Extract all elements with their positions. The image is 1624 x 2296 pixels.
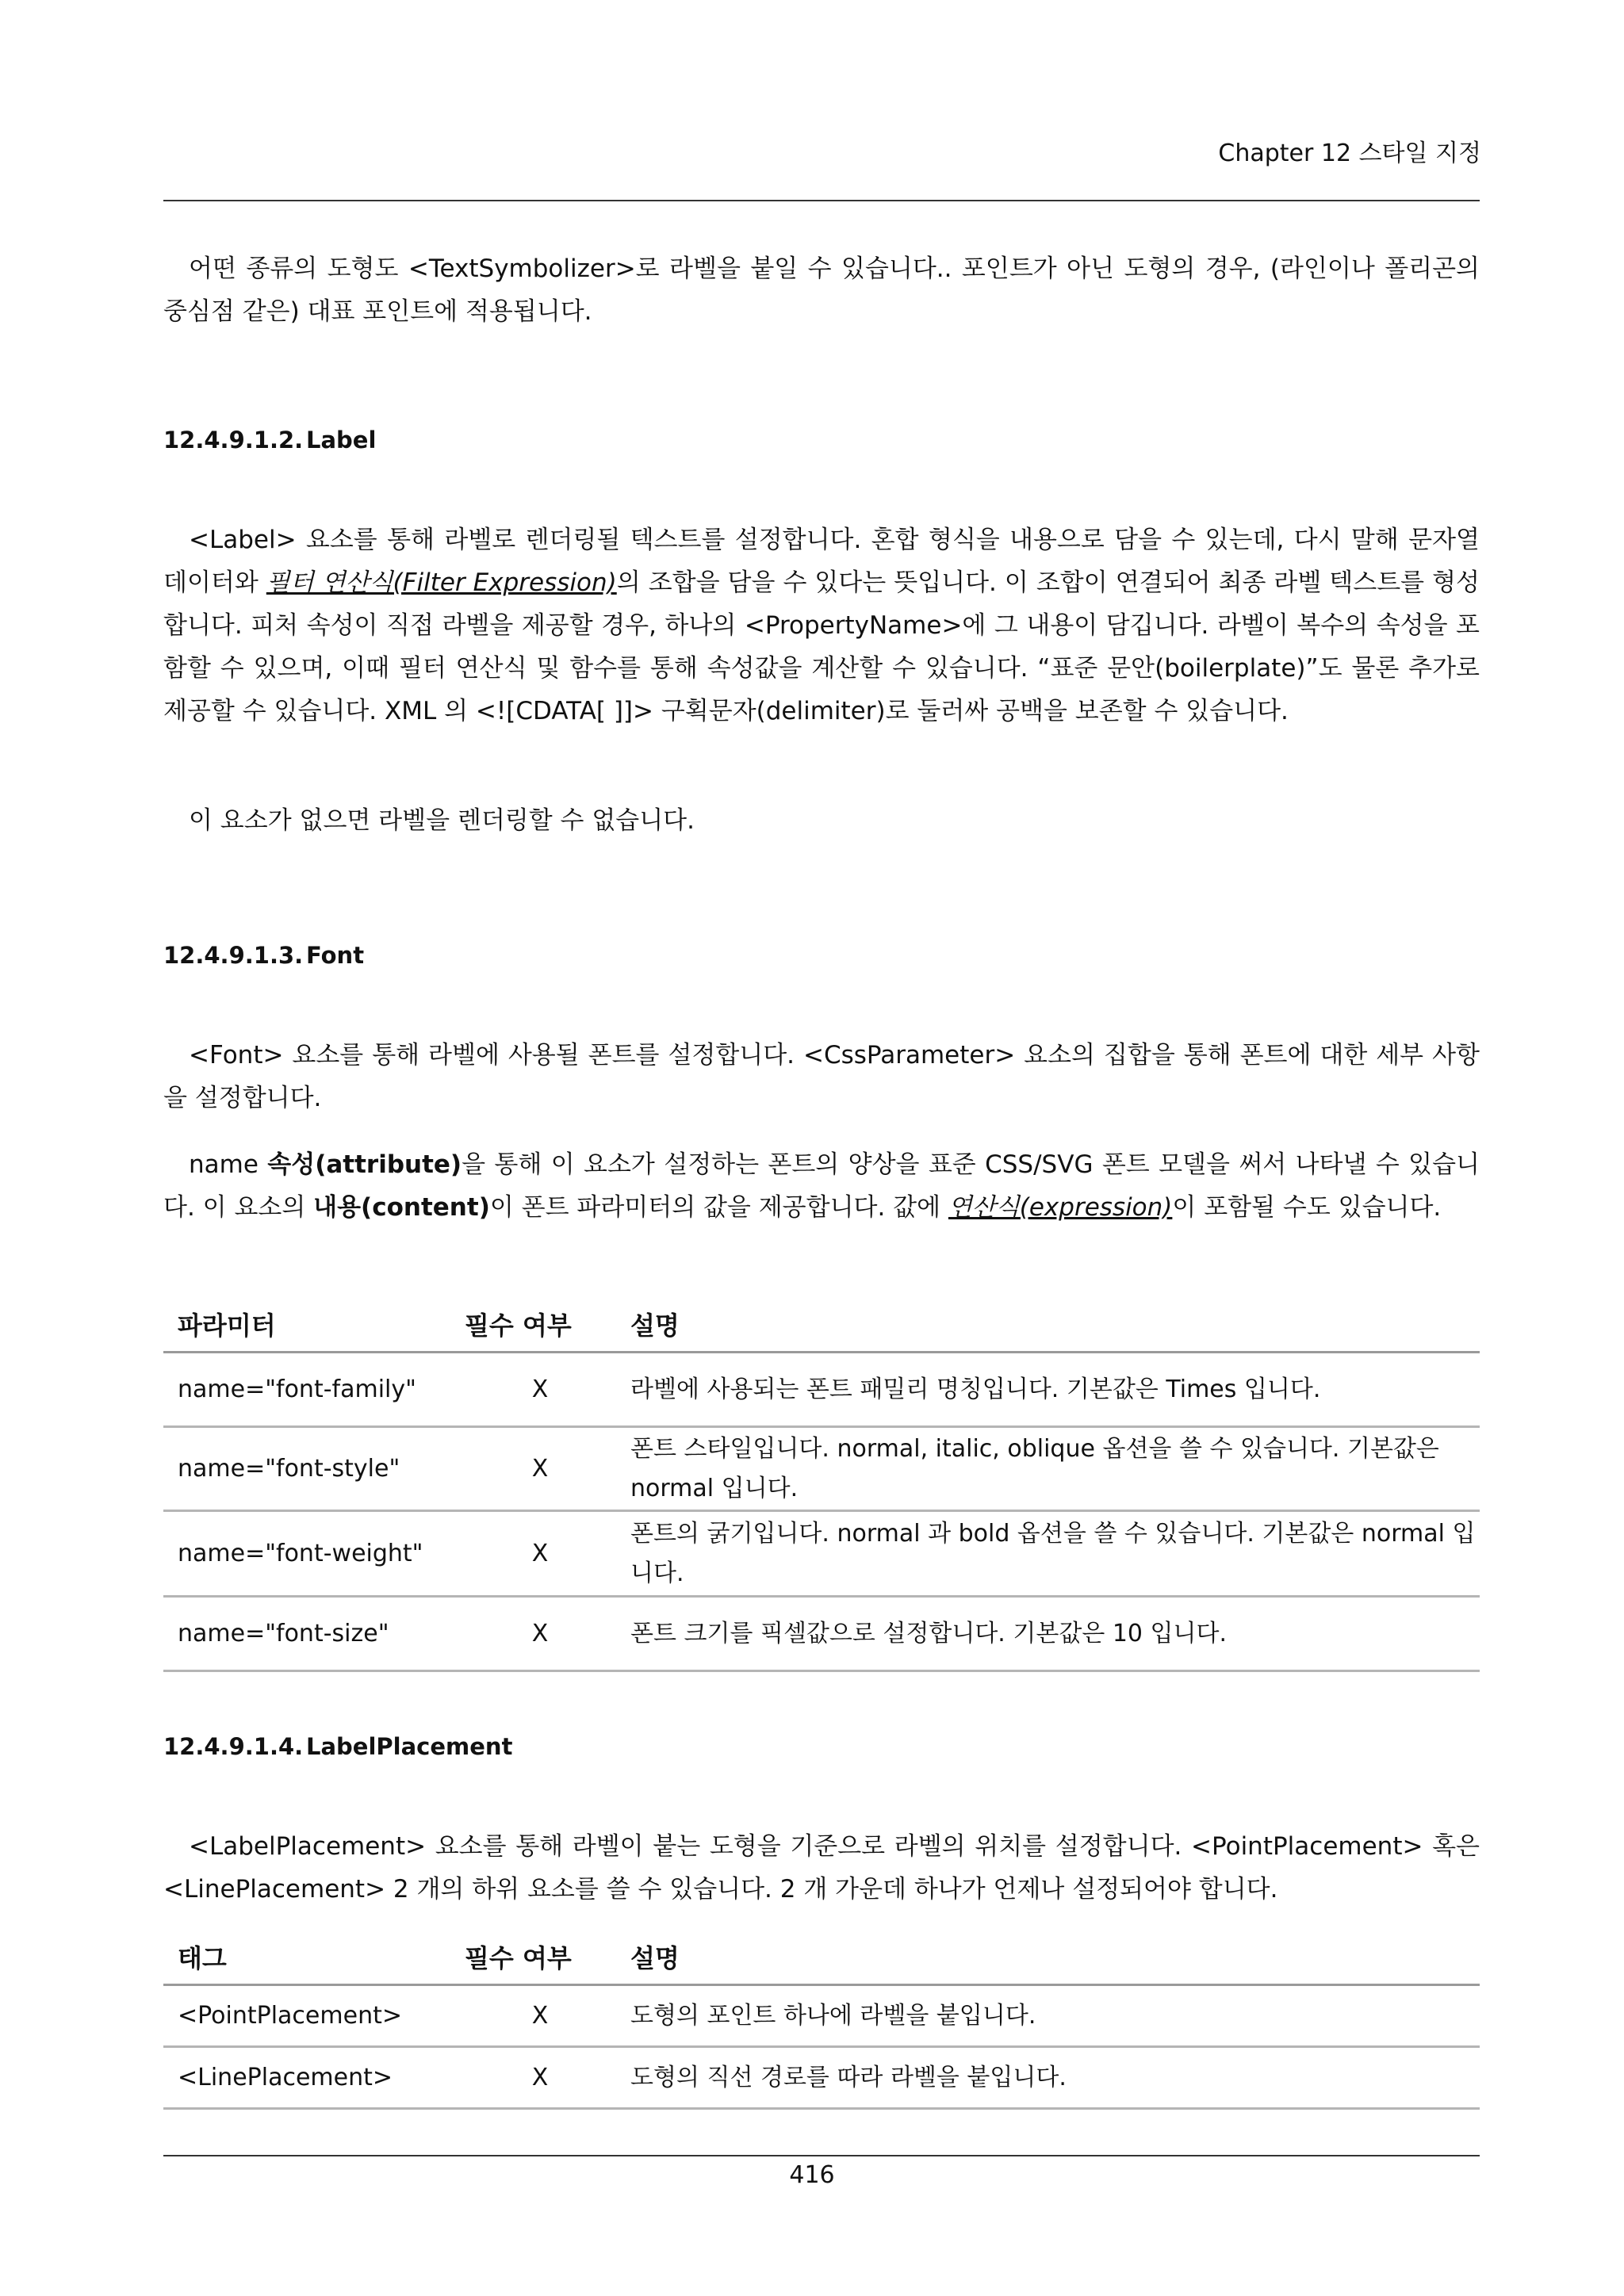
font-paragraph-2	[163, 1143, 1480, 1229]
table-row	[163, 1511, 1480, 1597]
filter-expression-link[interactable]: 필터 연산식(Filter Expression)	[266, 568, 617, 597]
table-header-row	[163, 1930, 1480, 1985]
table-cell: X	[464, 1597, 616, 1671]
font-paragraph-1: <Font> 요소를 통해 라벨에 사용될 폰트를 설정합니다. <CssParameter> 요소의 집합을 통해 폰트에 대한 세부 사항을 설정합니다.	[163, 1041, 1480, 1112]
table-row	[163, 1597, 1480, 1671]
column-header: 설명	[616, 1297, 1480, 1353]
table-row	[163, 1427, 1480, 1511]
table-cell: X	[464, 1427, 616, 1511]
column-header: 필수 여부	[464, 1930, 616, 1985]
text-run: 이 포함될 수도 있습니다.	[1172, 1193, 1442, 1222]
table-cell: 폰트의 굵기입니다. normal 과 bold 옵션을 쓸 수 있습니다. 기본값은 normal 입니다.	[616, 1511, 1480, 1597]
section-heading-labelplacement	[163, 1733, 512, 1760]
bold-term-content: 내용(content)	[313, 1193, 490, 1222]
section-title: LabelPlacement	[306, 1733, 513, 1760]
table-row	[163, 1985, 1480, 2047]
table-cell: name="font-size"	[163, 1597, 464, 1671]
table-row	[163, 2047, 1480, 2109]
table-cell: <PointPlacement>	[163, 1985, 464, 2047]
intro-paragraph: 어떤 종류의 도형도 <TextSymbolizer>로 라벨을 붙일 수 있습니다.. 포인트가 아닌 도형의 경우, (라인이나 폴리곤의 중심점 같은) 대표 포인트에 적용됩니다.	[163, 254, 1480, 326]
table-cell: 도형의 직선 경로를 따라 라벨을 붙입니다.	[616, 2047, 1480, 2109]
table-cell: X	[464, 2047, 616, 2109]
text-run: <Label> 요소를 통해 라벨로 렌더링될 텍스트를 설정합니다. 혼합 형식을 내용으로 담을 수 있는데, 다시 말해 문자열 데이터와	[163, 526, 1480, 597]
text-run: 이 폰트 파라미터의 값을 제공합니다. 값에	[489, 1193, 948, 1222]
section-title: Label	[306, 427, 377, 453]
section-number: 12.4.9.1.2.	[163, 427, 304, 453]
page-number: 416	[789, 2161, 835, 2189]
table-cell: 폰트 스타일입니다. normal, italic, oblique 옵션을 쓸 수 있습니다. 기본값은 normal 입니다.	[616, 1427, 1480, 1511]
text-run: 을 통해 이 요소가 설정하는 폰트의 양상을 표준 CSS/SVG 폰트 모델을 써서 나타낼 수 있습니다. 이 요소의	[163, 1150, 1480, 1222]
column-header: 파라미터	[163, 1297, 464, 1353]
column-header: 태그	[163, 1930, 464, 1985]
table-cell: <LinePlacement>	[163, 2047, 464, 2109]
table-cell: 도형의 포인트 하나에 라벨을 붙입니다.	[616, 1985, 1480, 2047]
text-run: name	[189, 1150, 268, 1179]
label-paragraph-2: 이 요소가 없으면 라벨을 렌더링할 수 없습니다.	[189, 806, 695, 835]
table-cell: 라벨에 사용되는 폰트 패밀리 명칭입니다. 기본값은 Times 입니다.	[616, 1353, 1480, 1427]
placement-tag-table	[163, 1930, 1480, 2110]
table-cell: name="font-style"	[163, 1427, 464, 1511]
section-heading-font	[163, 942, 364, 969]
table-header-row	[163, 1297, 1480, 1353]
table-row	[163, 1353, 1480, 1427]
table-cell: X	[464, 1985, 616, 2047]
running-header: Chapter 12 스타일 지정	[1218, 140, 1481, 167]
font-parameter-table	[163, 1297, 1480, 1672]
table-cell: X	[464, 1511, 616, 1597]
bold-term-attribute: 속성(attribute)	[267, 1150, 462, 1179]
section-number: 12.4.9.1.3.	[163, 942, 304, 969]
table-cell: name="font-family"	[163, 1353, 464, 1427]
column-header: 설명	[616, 1930, 1480, 1985]
label-paragraph-1	[163, 519, 1480, 733]
header-rule	[163, 200, 1480, 201]
table-cell: X	[464, 1353, 616, 1427]
table-cell: 폰트 크기를 픽셀값으로 설정합니다. 기본값은 10 입니다.	[616, 1597, 1480, 1671]
labelplacement-paragraph: <LabelPlacement> 요소를 통해 라벨이 붙는 도형을 기준으로 라벨의 위치를 설정합니다. <PointPlacement> 혹은 <LinePlacement> 2 개의 하위 요소를 쓸 수 있습니다. 2 개 가운데 하나가 언제나 설정되어야 합니다.	[163, 1832, 1480, 1904]
section-heading-label	[163, 427, 376, 453]
footer-rule	[163, 2155, 1480, 2156]
section-number: 12.4.9.1.4.	[163, 1733, 304, 1760]
expression-link[interactable]: 연산식(expression)	[948, 1193, 1173, 1222]
text-run: 의 조합을 담을 수 있다는 뜻입니다. 이 조합이 연결되어 최종 라벨 텍스트를 형성합니다. 피처 속성이 직접 라벨을 제공할 경우, 하나의 <PropertyName>에 그 내용이 담깁니다. 라벨이 복수의 속성을 포함할 수 있으며, 이때 필터 연산식 및 함수를 통해 속성값을 계산할 수 있습니다. “표준 문안(boilerplate)”도 물론 추가로 제공할 수 있습니다. XML 의 <![CDATA[ ]]> 구획문자(delimiter)로 둘러싸 공백을 보존할 수 있습니다.	[163, 568, 1480, 725]
section-title: Font	[306, 942, 365, 969]
table-cell: name="font-weight"	[163, 1511, 464, 1597]
column-header: 필수 여부	[464, 1297, 616, 1353]
